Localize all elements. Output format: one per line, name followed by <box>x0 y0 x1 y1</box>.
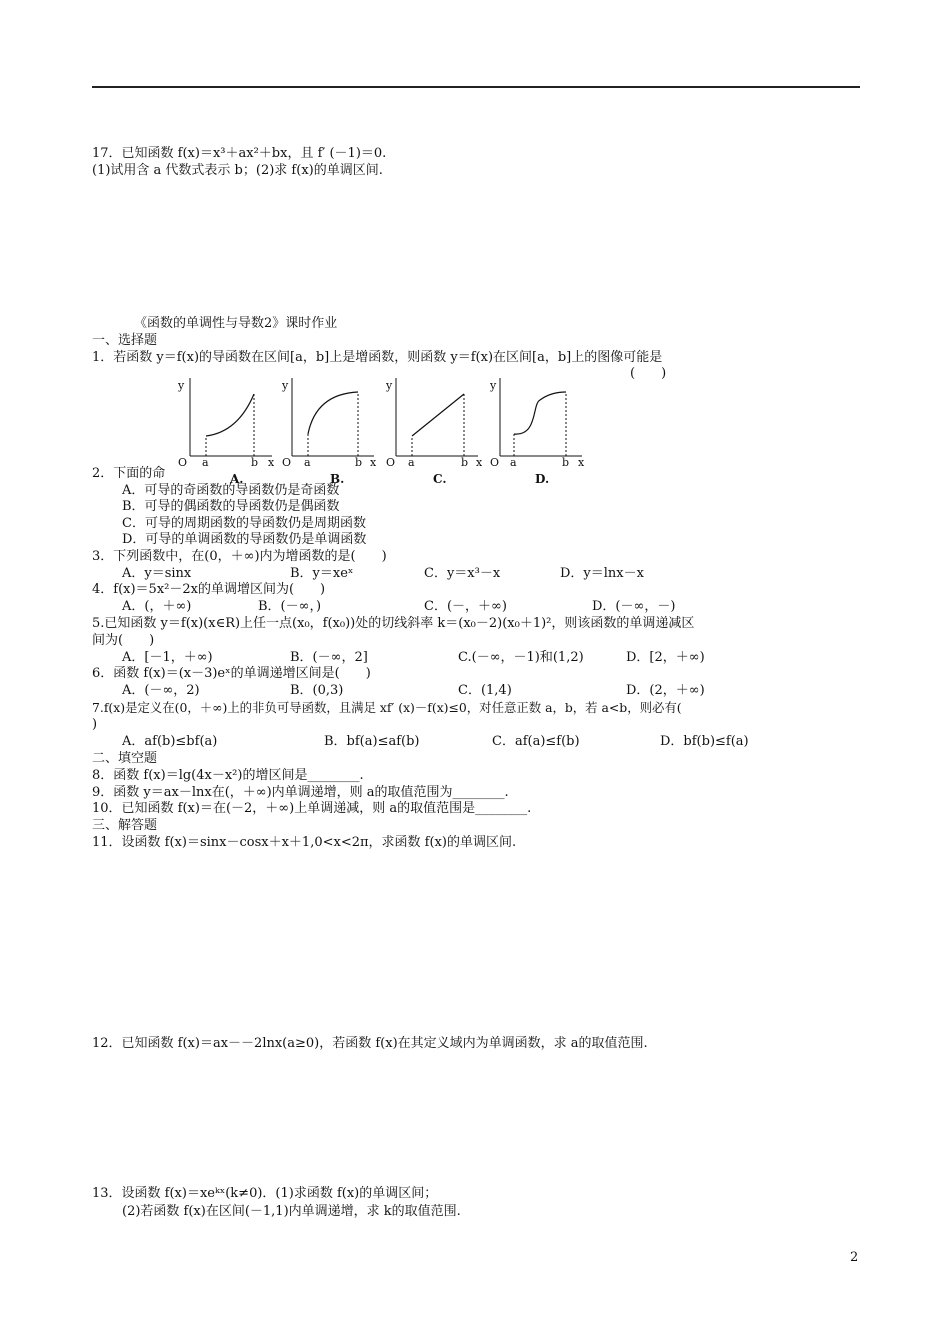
q6-text: 6．函数 f(x)＝(x－3)eˣ的单调递增区间是( ) <box>92 666 371 681</box>
q6-option-c: C．(1,4) <box>458 683 512 698</box>
q2-option-a: A．可导的奇函数的导函数仍是奇函数 <box>122 483 340 498</box>
q10-text: 10．已知函数 f(x)＝在(－2，＋∞)上单调递减，则 a的取值范围是________. <box>92 801 532 816</box>
q7-option-a: A．af(b)≤bf(a) <box>122 734 218 749</box>
graph-c-xlabel: x <box>476 456 483 469</box>
graph-c-caption: C. <box>433 472 447 486</box>
section-choice: 一、选择题 <box>92 333 158 348</box>
q7-option-d: D．bf(b)≤f(a) <box>660 734 749 749</box>
section-answer: 三、解答题 <box>92 818 158 833</box>
q6-option-b: B．(0,3) <box>290 683 344 698</box>
graph-a-caption: A. <box>230 472 244 486</box>
q4-option-b: B．(－∞，) <box>258 599 322 614</box>
q13-line1: 13．设函数 f(x)＝xeᵏˣ(k≠0)．(1)求函数 f(x)的单调区间； <box>92 1186 438 1201</box>
q7-text-1: 7.f(x)是定义在(0，＋∞)上的非负可导函数，且满足 xf′ (x)－f(x)≤0，对任意正数 a，b，若 a<b，则必有( <box>92 700 682 715</box>
q4-text: 4．f(x)＝5x²－2x的单调增区间为( ) <box>92 582 326 597</box>
graph-b-origin: O <box>282 456 292 469</box>
graph-a-xlabel: x <box>268 456 275 469</box>
q7-option-c: C．af(a)≤f(b) <box>492 734 580 749</box>
graph-a-b: b <box>251 456 259 469</box>
q1-paren: ( ) <box>630 366 667 381</box>
graph-a-ylabel: y <box>178 379 185 392</box>
q11-text: 11．设函数 f(x)＝sinx－cosx＋x＋1,0<x<2π，求函数 f(x)的单调区间. <box>92 835 517 850</box>
q3-option-b: B．y＝xeˣ <box>290 566 354 581</box>
q5-option-a: A．[－1，＋∞) <box>122 650 213 665</box>
q4-option-c: C．(－，＋∞) <box>424 599 507 614</box>
graph-d <box>488 374 588 470</box>
graph-d-a: a <box>510 456 517 469</box>
graph-c-a: a <box>408 456 415 469</box>
q7-option-b: B．bf(a)≤af(b) <box>324 734 420 749</box>
q2-option-c: C．可导的周期函数的导函数仍是周期函数 <box>122 516 366 531</box>
q5-text-2: 间为( ) <box>92 633 155 648</box>
graph-d-b: b <box>562 456 570 469</box>
graph-b-ylabel: y <box>282 379 289 392</box>
graph-c <box>384 374 484 470</box>
q5-option-d: D．[2，＋∞) <box>626 650 705 665</box>
graph-b-a: a <box>304 456 311 469</box>
q17-line2: (1)试用含 a 代数式表示 b；(2)求 f(x)的单调区间. <box>92 163 383 178</box>
graph-d-caption: D. <box>535 472 550 486</box>
q5-text-1: 5.已知函数 y＝f(x)(x∈R)上任一点(x₀，f(x₀))处的切线斜率 k＝(x₀－2)(x₀＋1)²，则该函数的单调递减区 <box>92 616 695 631</box>
q6-option-d: D．(2，＋∞) <box>626 683 705 698</box>
q4-option-a: A．(，＋∞) <box>122 599 192 614</box>
graph-d-xlabel: x <box>578 456 585 469</box>
q12-text: 12．已知函数 f(x)＝ax－－2lnx(a≥0)，若函数 f(x)在其定义域内为单调函数，求 a的取值范围. <box>92 1036 648 1051</box>
q9-text: 9．函数 y＝ax－lnx在(，＋∞)内单调递增，则 a的取值范围为________. <box>92 785 509 800</box>
graph-b-caption: B. <box>330 472 345 486</box>
q2-text: 2．下面的命 <box>92 466 166 481</box>
q3-option-c: C．y＝x³－x <box>424 566 501 581</box>
q8-text: 8．函数 f(x)＝lg(4x－x²)的增区间是________. <box>92 768 364 783</box>
q3-option-a: A．y＝sinx <box>122 566 192 581</box>
section-fill: 二、填空题 <box>92 751 158 766</box>
q5-option-b: B．(－∞，2] <box>290 650 368 665</box>
graph-c-ylabel: y <box>386 379 393 392</box>
q7-text-2: ) <box>92 717 98 732</box>
graph-a-origin: O <box>178 456 188 469</box>
q13-line2: (2)若函数 f(x)在区间(－1,1)内单调递增，求 k的取值范围. <box>122 1204 461 1219</box>
q17-line1: 17．已知函数 f(x)＝x³＋ax²＋bx，且 f′ (－1)＝0. <box>92 146 387 161</box>
q1-text: 1．若函数 y＝f(x)的导函数在区间[a，b]上是增函数，则函数 y＝f(x)在区间[a，b]上的图像可能是 <box>92 350 663 365</box>
q2-option-b: B．可导的偶函数的导函数仍是偶函数 <box>122 499 340 514</box>
graph-b-b: b <box>355 456 363 469</box>
q3-option-d: D．y＝lnx－x <box>560 566 644 581</box>
q6-option-a: A．(－∞，2) <box>122 683 200 698</box>
graph-b <box>280 374 380 470</box>
q3-text: 3．下列函数中，在(0，＋∞)内为增函数的是( ) <box>92 549 387 564</box>
page-number: 2 <box>850 1250 859 1265</box>
graph-d-ylabel: y <box>490 379 497 392</box>
header-rule <box>92 86 860 88</box>
graph-a <box>176 374 276 470</box>
q5-option-c: C.(－∞，－1)和(1,2) <box>458 650 584 665</box>
graph-d-origin: O <box>490 456 500 469</box>
worksheet-title: 《函数的单调性与导数2》课时作业 <box>134 316 338 331</box>
graph-c-b: b <box>461 456 469 469</box>
q2-option-d: D．可导的单调函数的导函数仍是单调函数 <box>122 532 367 547</box>
q4-option-d: D．(－∞，－) <box>592 599 676 614</box>
graph-a-a: a <box>202 456 209 469</box>
graph-c-origin: O <box>386 456 396 469</box>
graph-b-xlabel: x <box>370 456 377 469</box>
